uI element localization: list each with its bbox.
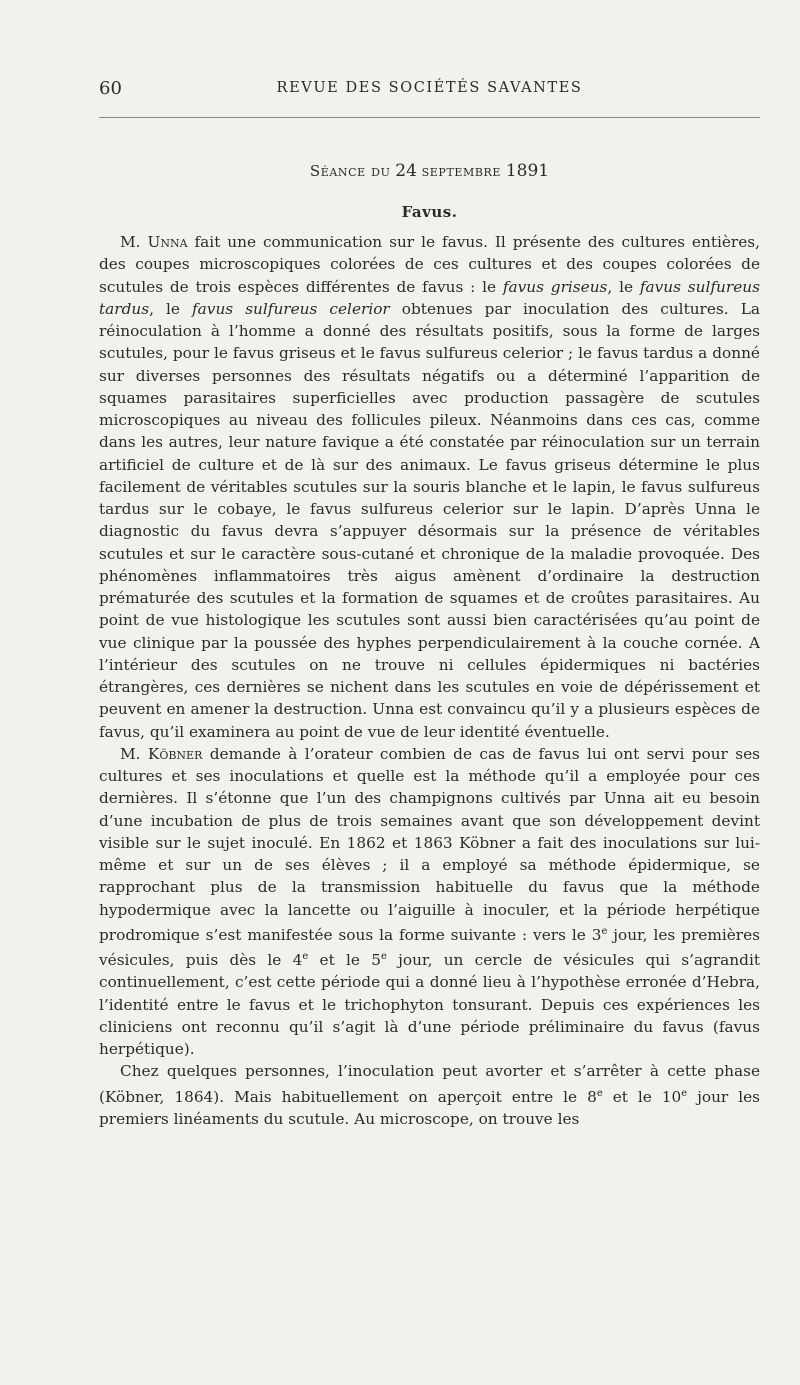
- text-segment: Chez quelques personnes, l’inoculation peut avorter et s’arrêter à cette phase (Köbner, 1864). Mais habituellement on aperçoit entre le 8: [99, 1062, 760, 1106]
- session-month: septembre: [421, 162, 502, 180]
- text-segment: et le 5: [308, 951, 381, 970]
- speaker-prefix: M.: [120, 744, 148, 763]
- text-segment: e: [596, 1087, 603, 1099]
- speaker-name: Unna: [147, 233, 188, 251]
- text-segment: , le: [607, 277, 640, 296]
- session-year: 1891: [505, 161, 550, 181]
- session-prefix: Séance du: [309, 162, 391, 180]
- page-number: 60: [99, 78, 122, 99]
- text-segment: e: [302, 951, 309, 963]
- text-segment: , le: [149, 299, 193, 318]
- paragraph: [99, 231, 760, 743]
- speaker-name: Köbner: [147, 744, 203, 763]
- session-heading: [99, 161, 760, 181]
- running-title: REVUE DES SOCIÉTÉS SAVANTES: [276, 80, 583, 96]
- article-body: [99, 231, 760, 1130]
- text-segment: favus sulfureus tardus: [99, 277, 760, 318]
- text-segment: jour les premiers linéaments du scutule. Au microscope, on trouve les: [99, 1087, 761, 1129]
- text-segment: favus sulfureus celerior: [192, 299, 390, 318]
- header-rule: [99, 117, 760, 118]
- text-segment: favus griseus: [502, 277, 608, 296]
- session-day: 24: [395, 161, 417, 181]
- speaker-prefix: M.: [120, 233, 148, 251]
- text-segment: e: [601, 925, 608, 937]
- paragraph: [99, 1060, 760, 1130]
- text-segment: fait une communication sur le favus. Il présente des cultures entières, des coupes microscopiques colorées de ces cultures et des coupes colorées de scutules de trois espèces différentes de favus : le: [99, 233, 761, 296]
- text-segment: obtenues par inoculation des cultures. La réinoculation à l’homme a donné des résultats positifs, sous la forme de larges scutules, pour le favus griseus et le favus sulfureus celerior ; le favus tardus a donné sur diverses personnes des résultats négatifs ou a déterminé l’apparition de squames parasitaires superficielles avec production passagère de scutules microscopiques au niveau des follicules pileux. Néanmoins dans ces cas, comme dans les autres, leur nature favique a été constatée par réinoculation sur un terrain artificiel de culture et de là sur des animaux. Le favus griseus détermine le plus facilement de véritables scutules sur la souris blanche et le lapin, le favus sulfureus tardus sur le cobaye, le favus sulfureus celerior sur le lapin. D’après Unna le diagnostic du favus devra s’appuyer désormais sur la présence de véritables scutules et sur le caractère sous-cutané et chronique de la maladie provoquée. Des phénomènes inflammatoires très aigus amènent d’ordinaire la destruction prématurée des scutules et la formation de squames et de croûtes parasitaires. Au point de vue histologique les scutules sont aussi bien caractérisées qu’au point de vue clinique par la poussée des hyphes perpendiculairement à la couche cornée. A l’intérieur des scutules on ne trouve ni cellules épidermiques ni bactéries étrangères, ces dernières se nichent dans les scutules en voie de dépérissement et peuvent en amener la destruction. Unna est convaincu qu’il y a plusieurs espèces de favus, qu’il examinera au point de vue de leur identité éventuelle.: [99, 299, 760, 741]
- text-segment: 3: [591, 925, 602, 944]
- article-title: Favus.: [401, 203, 458, 221]
- text-segment: e: [380, 951, 387, 963]
- text-segment: jour, un cercle de vésicules qui s’agrandit continuellement, c’est cette période qui a donné lieu à l’hypothèse erronée d’Hebra, l’identité entre le favus et le trichophyton tonsurant. Depuis ces expériences les cliniciens ont reconnu qu’il s’agit là d’une période préliminaire du favus (favus herpétique).: [99, 951, 760, 1059]
- text-segment: jour, les premières vésicules, puis dès le 4: [99, 925, 760, 970]
- text-segment: demande à l’orateur combien de cas de favus lui ont servi pour ses cultures et ses inoculations et quelle est la méthode qu’il a employée pour ces dernières. Il s’étonne que l’un des champignons cultivés par Unna ait eu besoin d’une incubation de plus de trois semaines avant que son développement devint visible sur le sujet inoculé. En 1862 et 1863 Köbner a fait des inoculations sur lui-même et sur un de ses élèves ; il a employé sa méthode épidermique, se rapprochant plus de la transmission habituelle du favus que la méthode hypodermique avec la lancette ou l’aiguille à inoculer, et la période herpétique prodromique s’est manifestée sous la forme suivante : vers le: [99, 744, 760, 944]
- text-segment: e: [681, 1087, 688, 1099]
- text-segment: et le 10: [602, 1087, 682, 1106]
- page-header: [99, 78, 760, 100]
- paragraph: [99, 743, 760, 1061]
